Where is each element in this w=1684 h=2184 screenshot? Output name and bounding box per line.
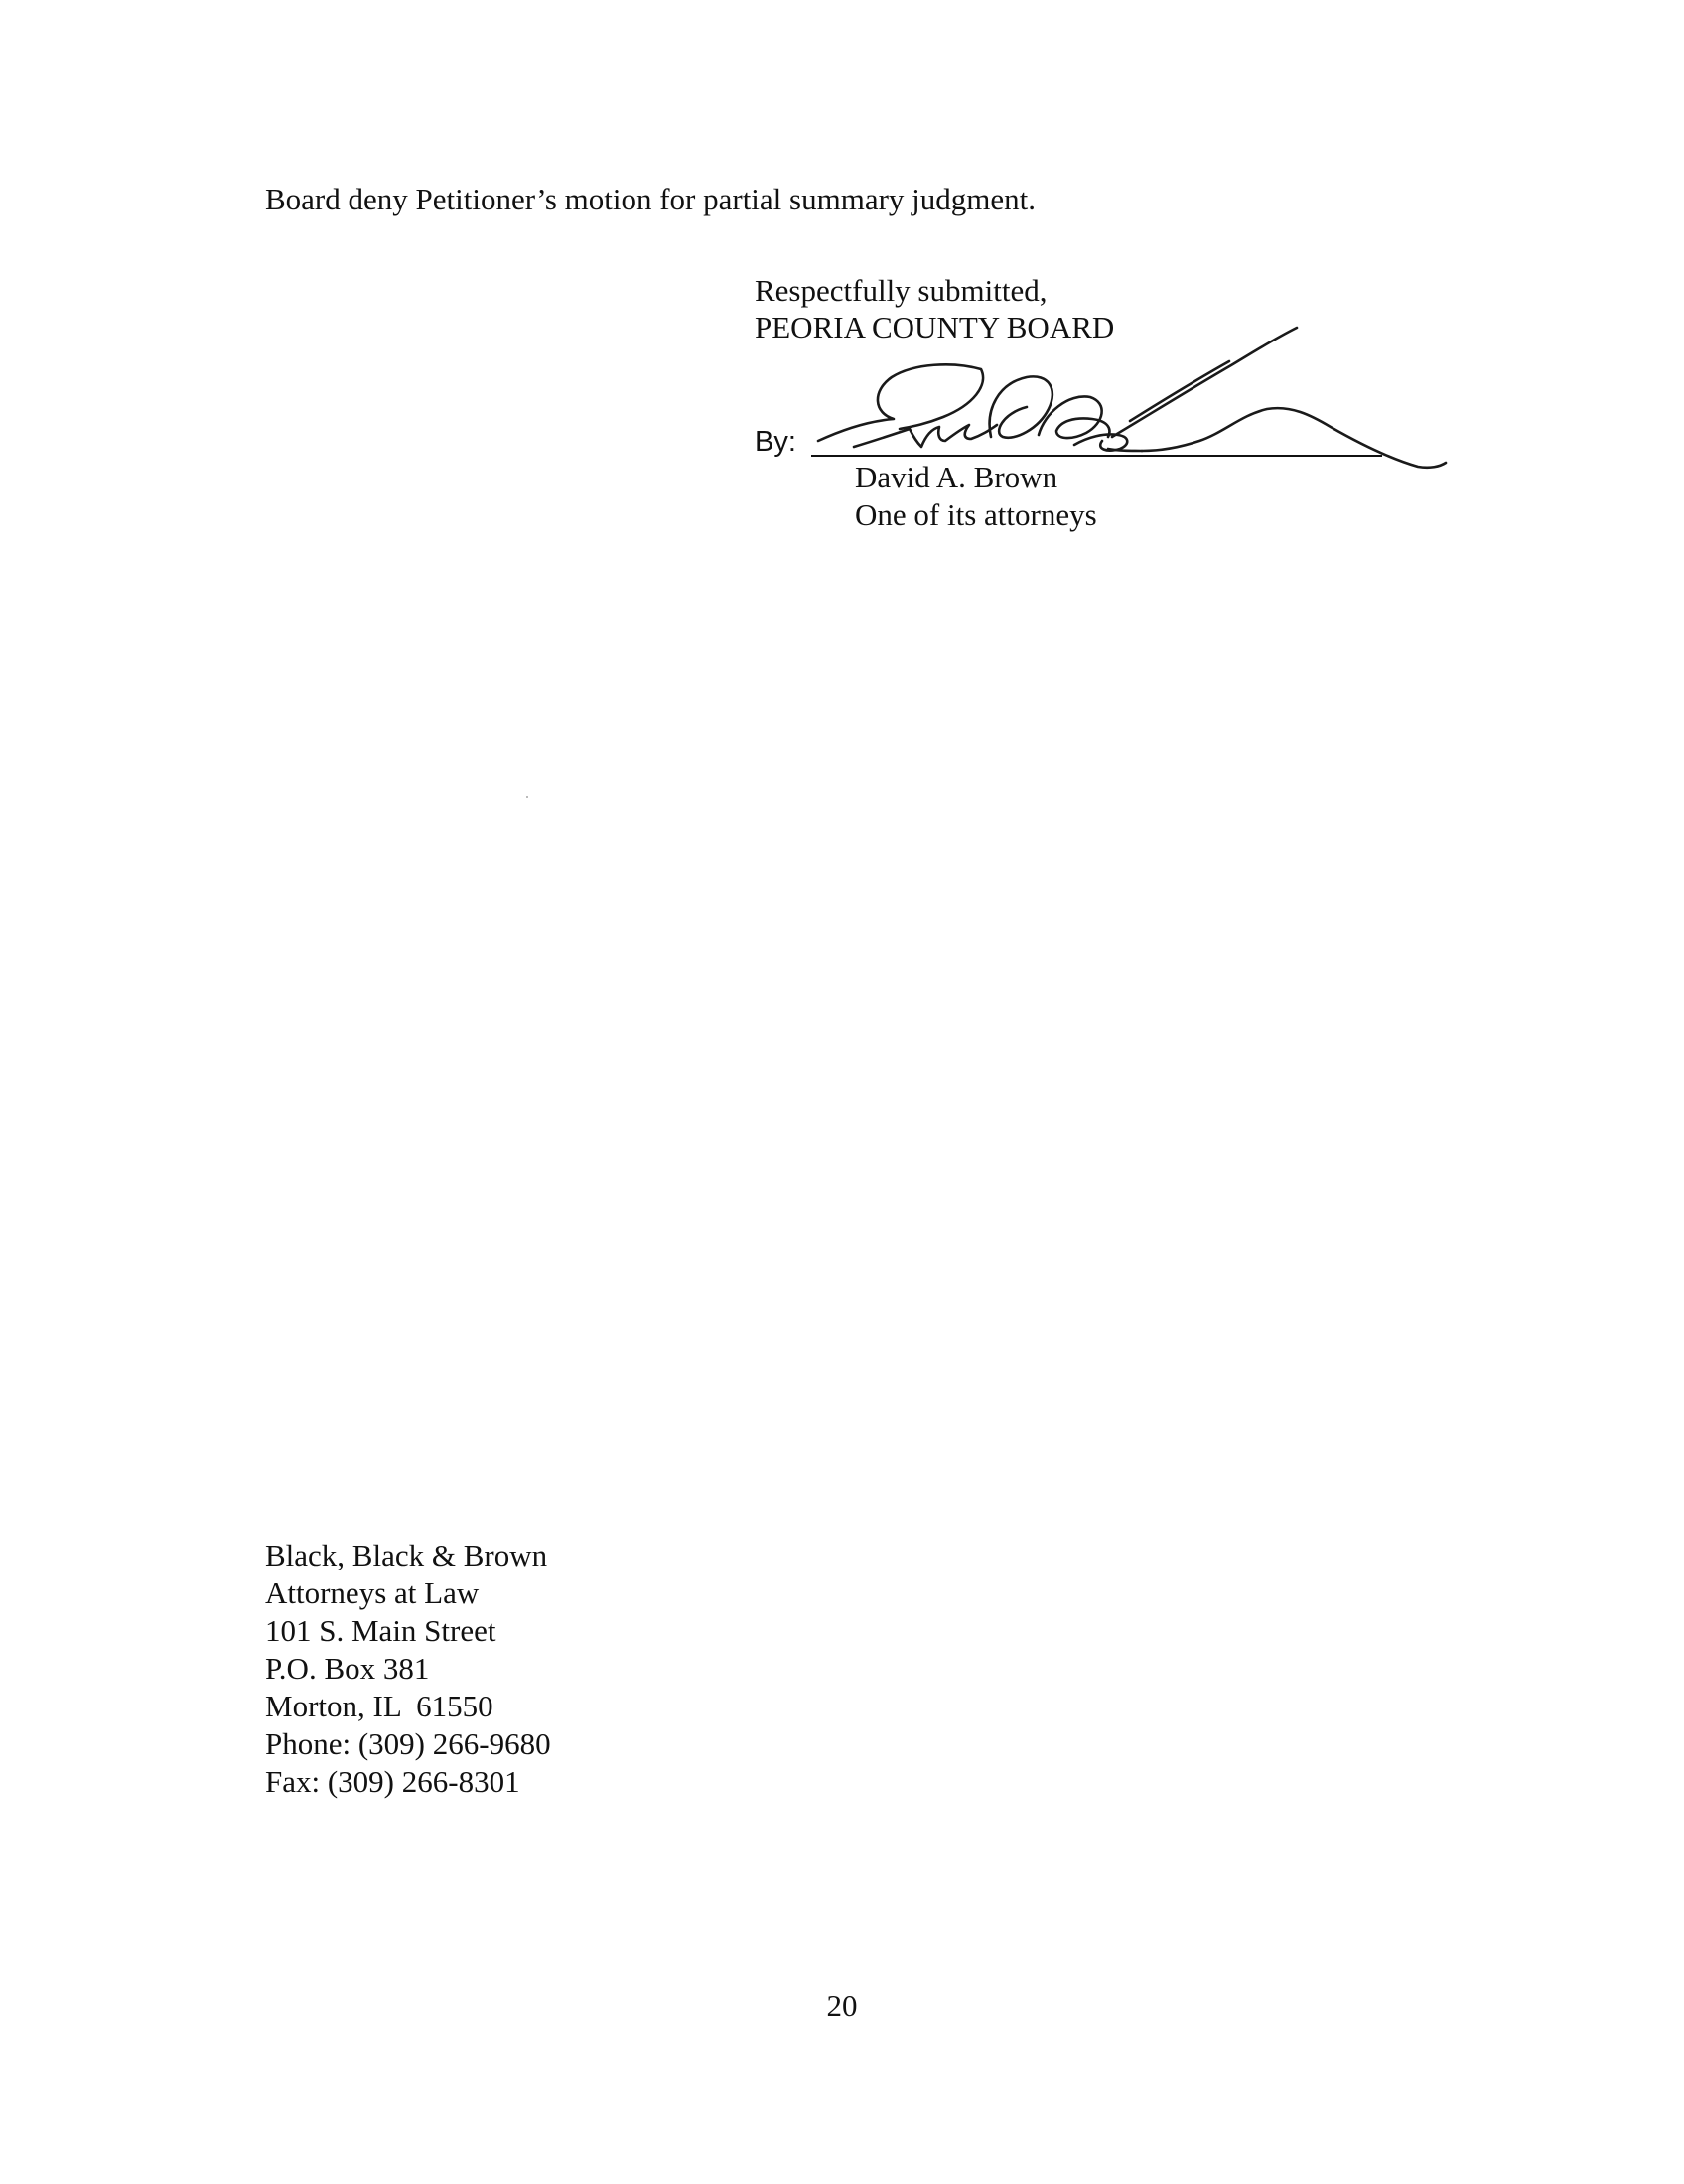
firm-line: 101 S. Main Street xyxy=(265,1613,496,1648)
handwritten-signature xyxy=(814,318,1450,496)
body-text-line: Board deny Petitioner’s motion for partial summary judgment. xyxy=(265,182,1037,216)
firm-line: P.O. Box 381 xyxy=(265,1651,430,1686)
firm-line: Attorneys at Law xyxy=(265,1575,480,1610)
firm-address-block xyxy=(265,1537,861,1801)
by-label: By: xyxy=(755,426,796,458)
firm-line: Black, Black & Brown xyxy=(265,1538,548,1572)
signer-name: David A. Brown xyxy=(855,460,1058,494)
firm-line: Fax: (309) 266-8301 xyxy=(265,1764,520,1799)
valediction: Respectfully submitted, xyxy=(755,273,1048,308)
firm-line: Morton, IL 61550 xyxy=(265,1689,493,1723)
scan-speck xyxy=(526,796,528,798)
page-number: 20 xyxy=(826,1988,858,2023)
party-name: PEORIA COUNTY BOARD xyxy=(755,310,1115,344)
signer-title: One of its attorneys xyxy=(855,497,1097,532)
firm-line: Phone: (309) 266-9680 xyxy=(265,1726,551,1761)
